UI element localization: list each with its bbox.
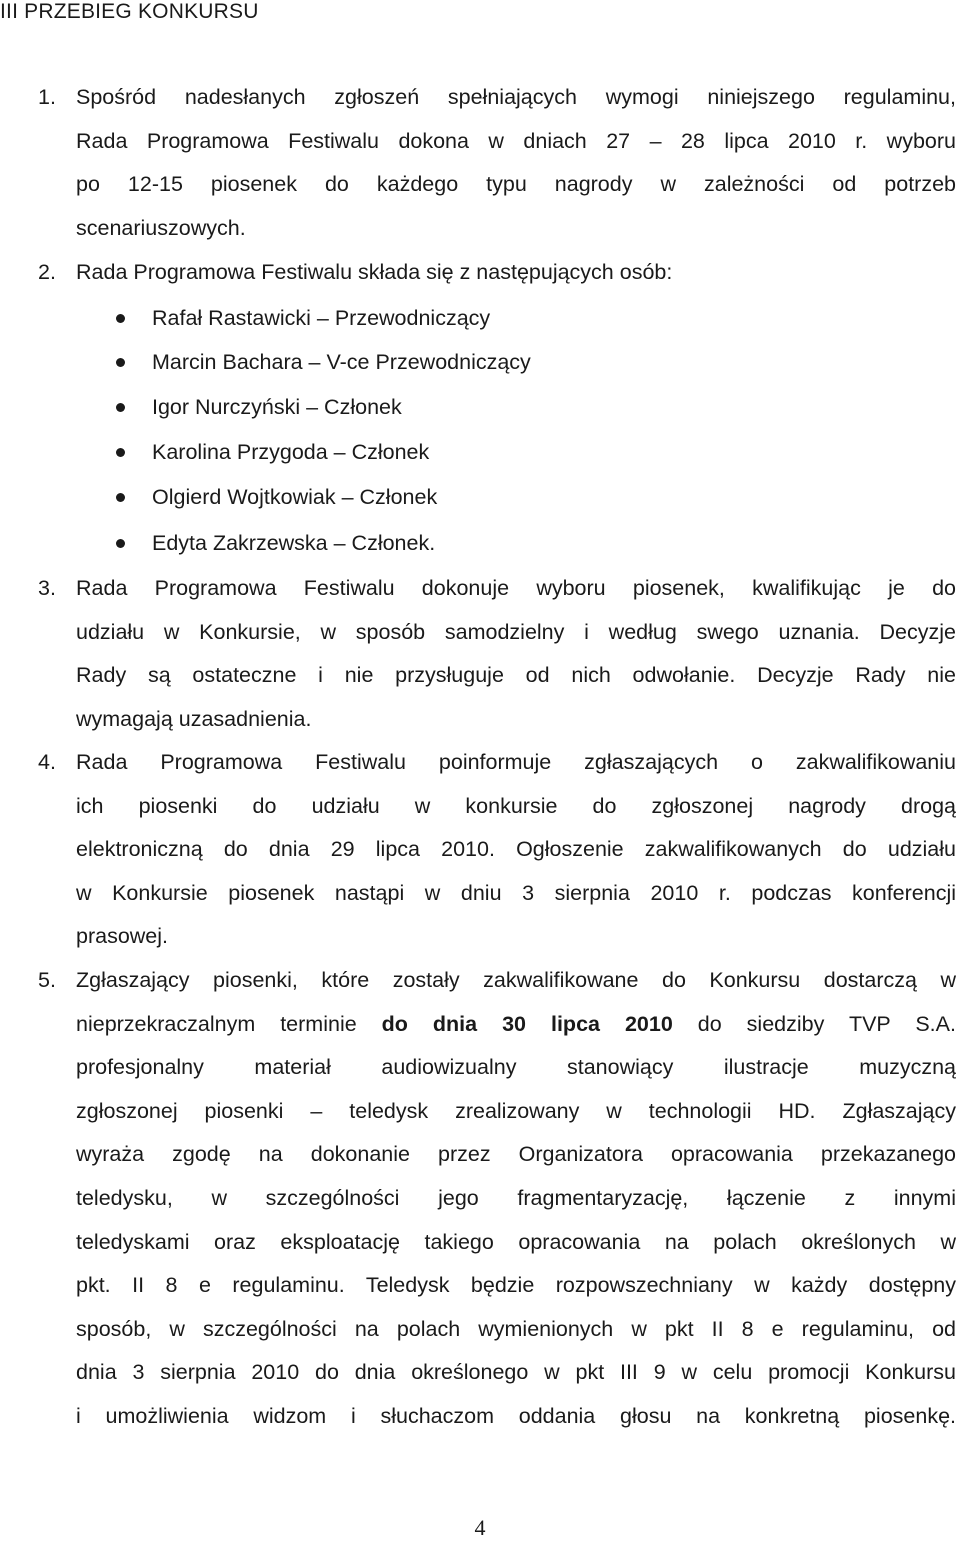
text-line: teledyskami oraz eksploatację takiego opracowania na polach określonych w: [76, 1229, 956, 1254]
bullet-icon: [116, 403, 125, 412]
text-line: sposób, w szczególności na polach wymienionych w pkt II 8 e regulaminu, od: [76, 1316, 956, 1341]
text-line: Rady są ostateczne i nie przysługuje od nich odwołanie. Decyzje Rady nie: [76, 663, 956, 688]
text-line: scenariuszowych.: [76, 215, 246, 240]
member-item: [152, 431, 429, 475]
item-text: [76, 567, 956, 741]
text-line: profesjonalny materiał audiowizualny stanowiący ilustracje muzyczną: [76, 1055, 956, 1080]
member-item: [152, 476, 437, 520]
text-fragment: nieprzekraczalnym terminie: [76, 1011, 357, 1036]
item-number: 1.: [38, 85, 56, 109]
item-text: [76, 251, 956, 295]
text-line: w Konkursie piosenek nastąpi w dniu 3 sierpnia 2010 r. podczas konferencji: [76, 880, 956, 905]
member-text: Karolina Przygoda – Członek: [152, 440, 430, 464]
member-text: Rafał Rastawicki – Przewodniczący: [152, 306, 491, 330]
member-item: [152, 341, 531, 385]
item-number: 2.: [38, 260, 56, 284]
deadline-bold: do dnia 30 lipca 2010: [381, 1011, 673, 1036]
bullet-icon: [116, 314, 125, 323]
text-line: [76, 1003, 956, 1047]
member-item: [152, 522, 435, 566]
text-line: po 12-15 piosenek do każdego typu nagrody w zależności od potrzeb: [76, 172, 956, 197]
member-item: [152, 297, 490, 341]
member-text: Marcin Bachara – V-ce Przewodniczący: [152, 350, 531, 374]
list-item-2: [38, 251, 956, 295]
list-item-1: [38, 76, 956, 250]
list-item-5: [38, 959, 956, 1439]
bullet-icon: [116, 493, 125, 502]
member-text: Olgierd Wojtkowiak – Członek: [152, 485, 438, 509]
text-line: ich piosenki do udziału w konkursie do zgłoszonej nagrody drogą: [76, 793, 956, 818]
text-line: i umożliwienia widzom i słuchaczom oddania głosu na konkretną piosenkę.: [76, 1403, 956, 1428]
member-item: [152, 386, 402, 430]
text-line: wymagają uzasadnienia.: [76, 706, 312, 731]
text-line: Rada Programowa Festiwalu dokona w dniach 27 – 28 lipca 2010 r. wyboru: [76, 128, 956, 153]
text-line: Zgłaszający piosenki, które zostały zakwalifikowane do Konkursu dostarczą w: [76, 968, 956, 992]
bullet-icon: [116, 358, 125, 367]
text-line: teledysku, w szczególności jego fragmentaryzację, łączenie z innymi: [76, 1185, 956, 1210]
section-heading: III PRZEBIEG KONKURSU: [0, 0, 259, 23]
page-number: 4: [474, 1515, 486, 1540]
text-line: wyraża zgodę na dokonanie przez Organizatora opracowania przekazanego: [76, 1142, 956, 1167]
member-text: Igor Nurczyński – Członek: [152, 395, 402, 419]
item-number: 5.: [38, 968, 56, 992]
text-line: zgłoszonej piosenki – teledysk zrealizowany w technologii HD. Zgłaszający: [76, 1098, 956, 1123]
item-text: [76, 76, 956, 250]
text-line: dnia 3 sierpnia 2010 do dnia określonego w pkt III 9 w celu promocji Konkursu: [76, 1360, 956, 1385]
text-line: udziału w Konkursie, w sposób samodzielny i według swego uznania. Decyzje: [76, 619, 956, 644]
item-number: 4.: [38, 750, 56, 774]
text-line: Rada Programowa Festiwalu dokonuje wyboru piosenek, kwalifikując je do: [76, 576, 956, 600]
text-line: Spośród nadesłanych zgłoszeń spełniających wymogi niniejszego regulaminu,: [76, 85, 956, 109]
list-item-4: [38, 741, 956, 959]
text-line: elektroniczną do dnia 29 lipca 2010. Ogłoszenie zakwalifikowanych do udziału: [76, 837, 956, 862]
bullet-icon: [116, 448, 125, 457]
item-number: 3.: [38, 576, 56, 600]
text-line: prasowej.: [76, 924, 169, 949]
item-text: [76, 959, 956, 1439]
text-fragment: do siedziby TVP S.A.: [697, 1011, 956, 1036]
list-item-3: [38, 567, 956, 741]
text-line: Rada Programowa Festiwalu składa się z następujących osób:: [76, 260, 673, 284]
member-text: Edyta Zakrzewska – Członek.: [152, 531, 436, 555]
text-line: pkt. II 8 e regulaminu. Teledysk będzie rozpowszechniany w każdy dostępny: [76, 1273, 956, 1298]
bullet-icon: [116, 539, 125, 548]
item-text: [76, 741, 956, 959]
text-line: Rada Programowa Festiwalu poinformuje zgłaszających o zakwalifikowaniu: [76, 750, 956, 774]
